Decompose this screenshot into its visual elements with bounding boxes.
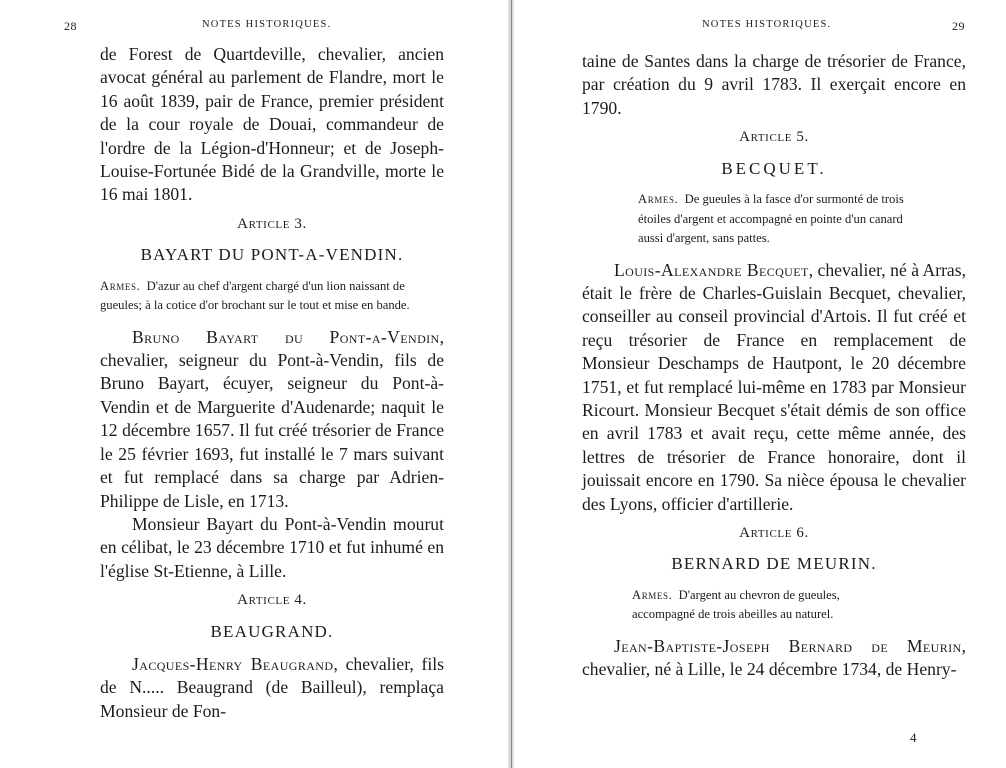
person-name: Bruno Bayart du Pont-a-Vendin — [132, 326, 440, 347]
article-5-paragraph-1 — [582, 259, 966, 516]
right-page — [514, 0, 1006, 768]
arms-label: Armes. — [632, 587, 673, 602]
paragraph-text: , chevalier, seigneur du Pont-à-Vendin, fils de Bruno Bayart, écuyer, seigneur du Pont-à-Vendin et de Marguerite d'Audenarde; naquit le 12 décembre 1657. Il fut créé trésorier de France le 25 février 1693, fut installé le 7 mars suivant et fut remplacé dans sa charge par Adrien-Philippe de Lisle, en 1713. — [100, 326, 444, 511]
article-4-paragraph-1 — [100, 653, 444, 723]
arms-blazon: D'azur au chef d'argent chargé d'un lion naissant de gueules; à la cotice d'or brochant sur le tout et mise en bande. — [100, 278, 410, 313]
left-running-head: NOTES HISTORIQUES. — [202, 19, 332, 30]
right-page-body — [582, 50, 966, 682]
left-page-number: 28 — [64, 19, 77, 33]
article-6-family-name: BERNARD DE MEURIN. — [671, 554, 877, 574]
person-name: Louis-Alexandre Becquet — [614, 259, 809, 280]
article-3-heading: Article 3. — [237, 215, 307, 232]
continuation-paragraph: de Forest de Quartdeville, chevalier, ancien avocat général au parlement de Flandre, mort le 16 août 1839, pair de France, premier président de la cour royale de Douai, commandeur de l'ordre de la Légion-d'Honneur; et de Joseph-Louise-Fortunée Bidé de la Grandville, morte le 16 mai 1801. — [100, 44, 444, 205]
left-page-body — [100, 43, 444, 723]
article-5-arms — [582, 190, 966, 249]
article-6-paragraph-1 — [582, 635, 966, 682]
arms-label: Armes. — [100, 278, 141, 293]
person-name: Jean-Baptiste-Joseph Bernard de Meurin — [614, 635, 962, 656]
paragraph-text: , chevalier, né à Lille, le 24 décembre 1734, de Henry- — [582, 635, 966, 680]
article-6-arms — [582, 586, 966, 625]
article-3-paragraph-2: Monsieur Bayart du Pont-à-Vendin mourut en célibat, le 23 décembre 1710 et fut inhumé en l'église St-Etienne, à Lille. — [100, 513, 444, 581]
arms-label: Armes. — [638, 192, 679, 207]
article-4-heading: Article 4. — [237, 592, 307, 609]
arms-blazon: De gueules à la fasce d'or surmonté de trois étoiles d'argent et accompagné en pointe d'un canard aussi d'argent, sans pattes. — [638, 192, 904, 246]
article-3-arms — [100, 277, 444, 316]
continuation-paragraph: taine de Santes dans la charge de trésorier de France, par création du 9 avril 1783. Il exerçait encore en 1790. — [582, 51, 966, 118]
gutter-fold-line — [511, 0, 512, 768]
paragraph-text: , chevalier, fils de N..... Beaugrand (de Bailleul), remplaça Monsieur de Fon- — [100, 653, 444, 721]
person-name: Jacques-Henry Beaugrand — [132, 653, 334, 674]
arms-blazon: D'argent au chevron de gueules, accompagné de trois abeilles au naturel. — [632, 587, 840, 622]
article-5-heading: Article 5. — [739, 129, 809, 146]
right-page-number: 29 — [952, 19, 965, 33]
article-3-family-name: BAYART DU PONT-A-VENDIN. — [140, 245, 404, 265]
article-3-paragraph-1 — [100, 326, 444, 513]
right-running-head: NOTES HISTORIQUES. — [702, 19, 832, 30]
article-5-family-name: BECQUET. — [721, 158, 827, 178]
signature-mark: 4 — [910, 730, 917, 745]
article-4-family-name: BEAUGRAND. — [210, 621, 334, 641]
article-6-heading: Article 6. — [739, 525, 809, 541]
paragraph-text: , chevalier, né à Arras, était le frère de Charles-Guislain Becquet, chevalier, conseiller au conseil provincial d'Artois. Il fut créé et reçu trésorier de France en remplacement de Monsieur Deschamps de Hautpont, le 20 décembre 1751, et fut remplacé lui-même en 1783 par Monsieur Ricourt. Monsieur Becquet s'était démis de son office en avril 1783 et avait reçu, cette même année, des lettres de trésorier de France honoraire, dont il jouissait encore en 1790. Sa nièce épousa le chevalier des Lyons, officier d'artillerie. — [582, 259, 966, 514]
